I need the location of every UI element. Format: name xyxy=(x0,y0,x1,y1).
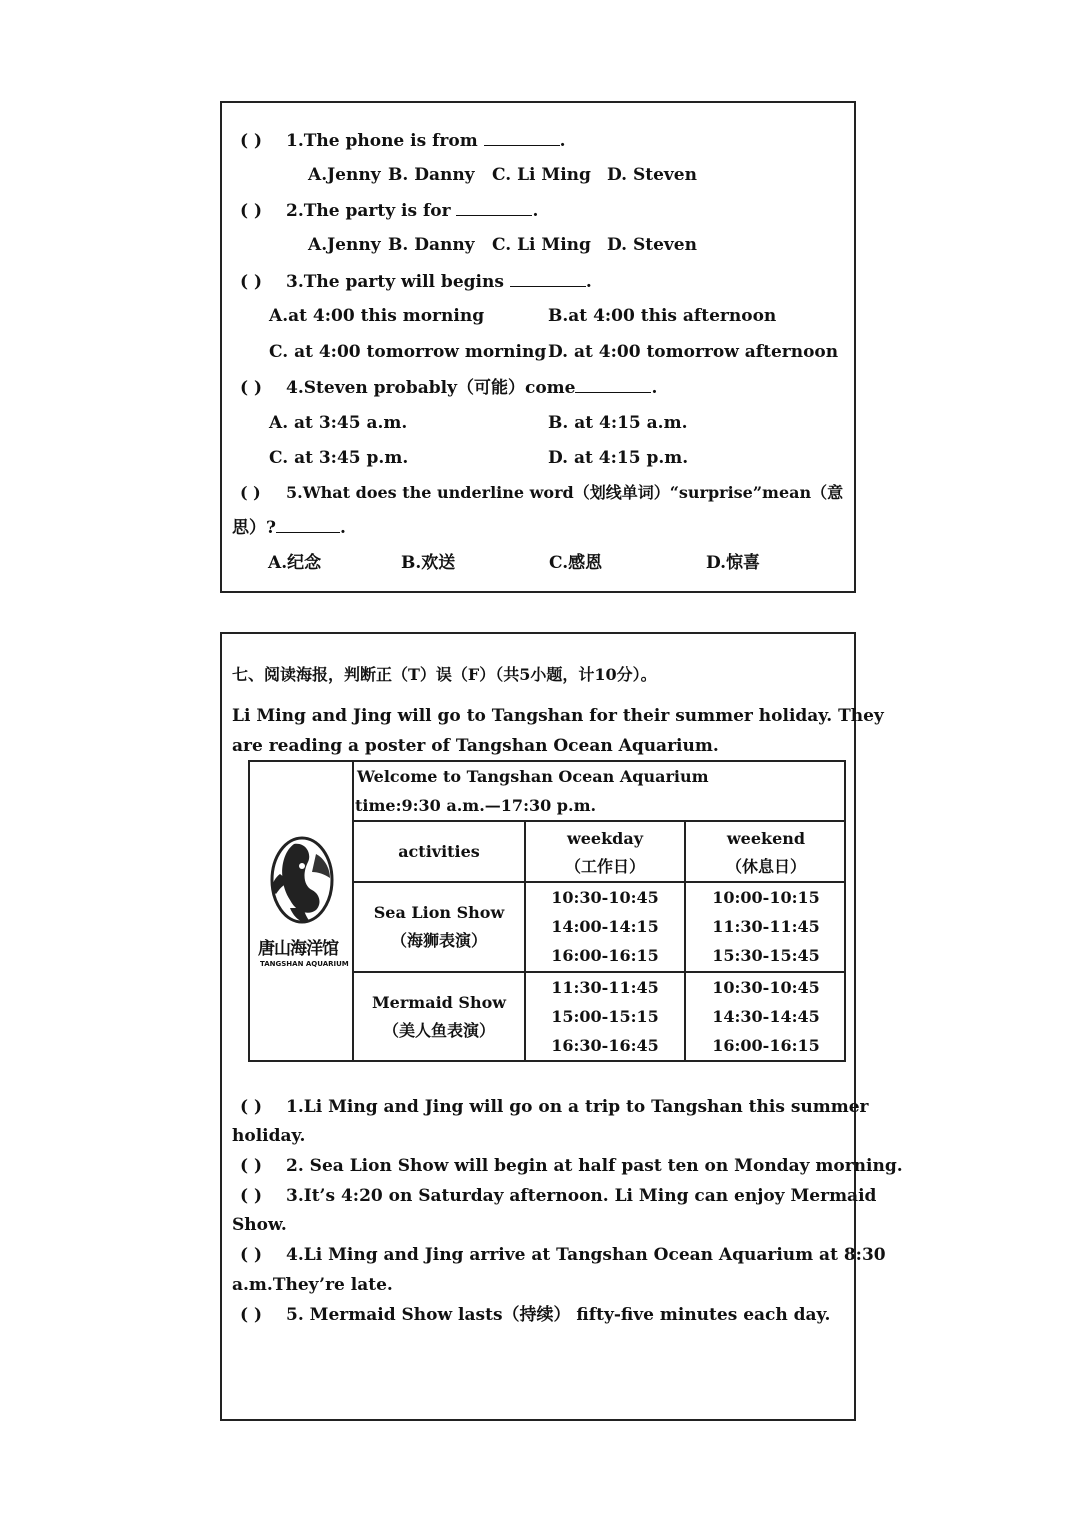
answer-paren[interactable]: ( ) xyxy=(240,378,263,398)
sea-lion-show-name-cn: （海狮表演） xyxy=(390,931,487,950)
header-weekday: weekday xyxy=(566,829,644,848)
q1-option-d: D. Steven xyxy=(607,165,697,185)
q4-option-d: D. at 4:15 p.m. xyxy=(548,448,689,468)
poster-reading-box xyxy=(220,632,903,1421)
statement-1 xyxy=(240,1096,869,1118)
reading-questions-box xyxy=(220,101,856,593)
header-weekend-cn: （休息日） xyxy=(725,857,806,876)
q5-option-b: B.欢送 xyxy=(401,553,456,573)
answer-paren[interactable]: ( ) xyxy=(240,1097,263,1117)
statement-text: 2. Sea Lion Show will begin at half past ten on Monday morning. xyxy=(286,1156,903,1176)
aquarium-logo xyxy=(250,762,352,1060)
answer-paren[interactable]: ( ) xyxy=(240,1186,263,1206)
answer-blank[interactable] xyxy=(510,270,586,287)
period: . xyxy=(651,378,658,398)
header-weekday-cn: （工作日） xyxy=(564,857,645,876)
q2-option-b: B. Danny xyxy=(388,235,475,255)
answer-paren[interactable]: ( ) xyxy=(240,1305,263,1325)
question-3 xyxy=(240,270,592,293)
statement-1-continued: holiday. xyxy=(232,1126,306,1146)
answer-blank[interactable] xyxy=(575,376,651,393)
q5-option-d: D.惊喜 xyxy=(706,553,761,573)
schedule-time: 16:00-16:15 xyxy=(712,1036,820,1055)
schedule-time: 11:30-11:45 xyxy=(551,978,659,997)
header-activities: activities xyxy=(398,842,480,861)
mermaid-show-name: Mermaid Show xyxy=(371,993,507,1012)
question-text: 思）? xyxy=(232,518,276,538)
schedule-time: 14:00-14:15 xyxy=(551,917,659,936)
question-text: 4.Steven probably（可能）come xyxy=(286,378,576,398)
q1-option-c: C. Li Ming xyxy=(492,165,591,185)
statement-4-continued: a.m.They’re late. xyxy=(232,1275,393,1295)
mermaid-show-name-cn: （美人鱼表演） xyxy=(382,1021,495,1040)
answer-blank[interactable] xyxy=(276,516,340,533)
statement-text: 5. Mermaid Show lasts（持续） fifty-five minutes each day. xyxy=(286,1305,831,1325)
schedule-time: 14:30-14:45 xyxy=(712,1007,820,1026)
answer-paren[interactable]: ( ) xyxy=(240,1245,263,1265)
divider xyxy=(352,820,846,822)
answer-blank[interactable] xyxy=(456,199,532,216)
section-heading: 七、阅读海报，判断正（T）误（F）（共5小题，计10分）。 xyxy=(232,665,657,684)
q4-option-a: A. at 3:45 a.m. xyxy=(269,413,408,433)
answer-paren[interactable]: ( ) xyxy=(240,272,263,292)
q2-option-d: D. Steven xyxy=(607,235,697,255)
answer-paren[interactable]: ( ) xyxy=(240,131,263,151)
statement-text: 3.It’s 4:20 on Saturday afternoon. Li Ming can enjoy Mermaid xyxy=(286,1186,877,1206)
intro-line-2: are reading a poster of Tangshan Ocean Aquarium. xyxy=(232,736,719,756)
q3-option-d: D. at 4:00 tomorrow afternoon xyxy=(548,342,839,362)
question-5-continued xyxy=(232,516,346,539)
statement-4 xyxy=(240,1244,886,1266)
q4-option-c: C. at 3:45 p.m. xyxy=(269,448,409,468)
schedule-time: 16:30-16:45 xyxy=(551,1036,659,1055)
q1-option-a: A.Jenny xyxy=(308,165,381,185)
answer-paren[interactable]: ( ) xyxy=(240,201,263,221)
question-text: 1.The phone is from xyxy=(286,131,478,151)
dolphin-logo-icon xyxy=(250,762,352,1060)
schedule-time: 10:00-10:15 xyxy=(712,888,820,907)
schedule-time: 15:00-15:15 xyxy=(551,1007,659,1026)
header-weekend: weekend xyxy=(726,829,806,848)
statement-text: 1.Li Ming and Jing will go on a trip to Tangshan this summer xyxy=(286,1097,869,1117)
statement-3 xyxy=(240,1185,876,1207)
q3-option-a: A.at 4:00 this morning xyxy=(269,306,485,326)
logo-english-name: TANGSHAN AQUARIUM xyxy=(260,960,349,968)
question-2 xyxy=(240,199,538,222)
answer-blank[interactable] xyxy=(484,129,560,146)
period: . xyxy=(585,272,592,292)
q2-option-a: A.Jenny xyxy=(308,235,381,255)
question-text: 5.What does the underline word（划线单词）“surprise”mean（意 xyxy=(286,483,844,502)
schedule-time: 10:30-10:45 xyxy=(551,888,659,907)
answer-paren[interactable]: ( ) xyxy=(240,483,261,502)
question-1 xyxy=(240,129,566,152)
question-4 xyxy=(240,376,657,399)
opening-time: time:9:30 a.m.—17:30 p.m. xyxy=(355,796,597,815)
period: . xyxy=(559,131,566,151)
schedule-time: 10:30-10:45 xyxy=(712,978,820,997)
schedule-time: 11:30-11:45 xyxy=(712,917,820,936)
q4-option-b: B. at 4:15 a.m. xyxy=(548,413,688,433)
statement-5 xyxy=(240,1304,830,1326)
period: . xyxy=(339,518,346,538)
q3-option-b: B.at 4:00 this afternoon xyxy=(548,306,777,326)
q3-option-c: C. at 4:00 tomorrow morning xyxy=(269,342,547,362)
question-text: 2.The party is for xyxy=(286,201,451,221)
answer-paren[interactable]: ( ) xyxy=(240,1156,263,1176)
question-text: 3.The party will begins xyxy=(286,272,504,292)
logo-chinese-name: 唐山海洋馆 xyxy=(258,939,338,959)
statement-2 xyxy=(240,1155,903,1177)
statement-text: 4.Li Ming and Jing arrive at Tangshan Ocean Aquarium at 8:30 xyxy=(286,1245,886,1265)
q5-option-c: C.感恩 xyxy=(549,553,603,573)
poster-title: Welcome to Tangshan Ocean Aquarium xyxy=(357,767,709,786)
intro-line-1: Li Ming and Jing will go to Tangshan for their summer holiday. They xyxy=(232,706,884,726)
statement-3-continued: Show. xyxy=(232,1215,287,1235)
schedule-time: 16:00-16:15 xyxy=(551,946,659,965)
sea-lion-show-name: Sea Lion Show xyxy=(373,903,505,922)
q5-option-a: A.纪念 xyxy=(268,553,322,573)
aquarium-poster xyxy=(248,760,846,1062)
schedule-time: 15:30-15:45 xyxy=(712,946,820,965)
q1-option-b: B. Danny xyxy=(388,165,475,185)
q2-option-c: C. Li Ming xyxy=(492,235,591,255)
question-5 xyxy=(240,482,843,504)
period: . xyxy=(532,201,539,221)
